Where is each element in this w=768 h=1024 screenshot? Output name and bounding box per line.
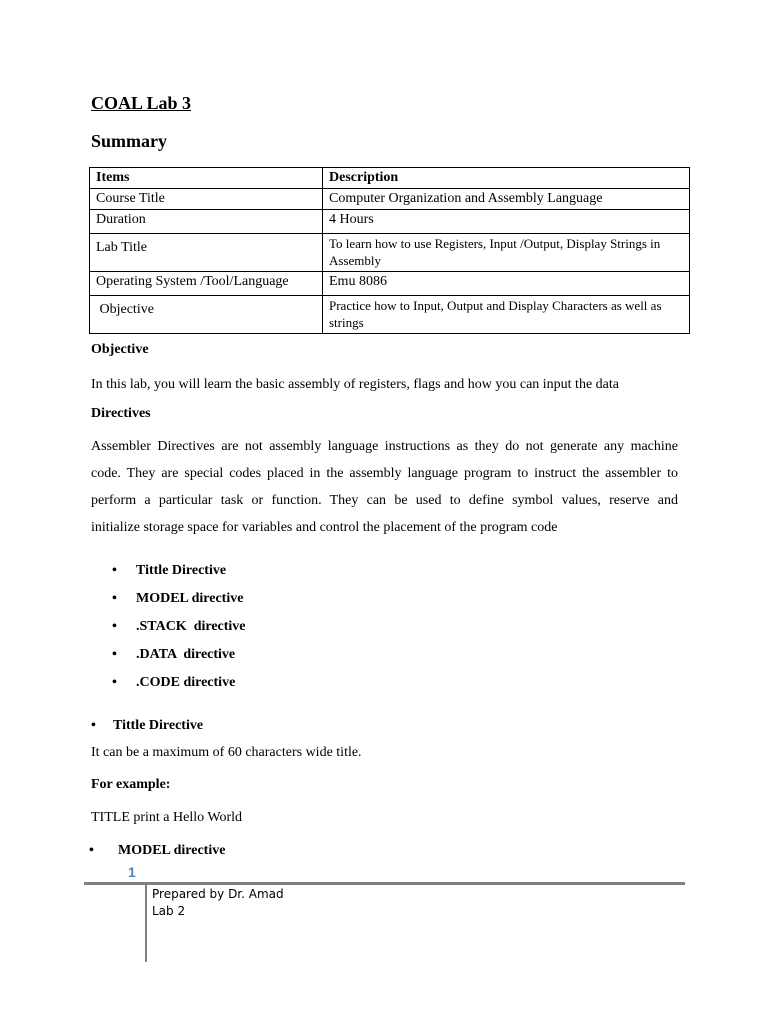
directives-paragraph (91, 433, 678, 541)
list-item: • .CODE directive (112, 672, 246, 700)
list-item: • Tittle Directive (112, 560, 246, 588)
bullet-icon: • (112, 647, 117, 662)
footer-prepared-by: Prepared by Dr. Amad (152, 887, 284, 901)
paragraph-line: code. They are special codes placed in the assembly language program to instruct the assembler to (91, 466, 678, 481)
summary-table (89, 167, 690, 334)
model-directive-heading: • MODEL directive (89, 843, 226, 858)
list-item: • MODEL directive (112, 588, 246, 616)
footer-text (152, 886, 284, 920)
header-items: Items (90, 168, 323, 189)
list-item: • .STACK directive (112, 616, 246, 644)
table-cell-item: Objective (90, 296, 323, 334)
for-example-label: For example: (91, 777, 171, 792)
bullet-icon: • (112, 675, 117, 690)
directives-list (112, 560, 246, 700)
bullet-icon: • (112, 563, 117, 578)
footer-vertical-divider (145, 884, 147, 962)
objective-heading: Objective (91, 342, 149, 357)
table-cell-description: Emu 8086 (323, 272, 690, 296)
table-cell-item: Lab Title (90, 234, 323, 272)
table-row (90, 210, 690, 234)
summary-heading: Summary (91, 131, 167, 151)
tittle-directive-heading: • Tittle Directive (91, 718, 204, 733)
paragraph-line: initialize storage space for variables and control the placement of the program code (91, 520, 558, 535)
footer-divider (84, 882, 685, 885)
footer-lab: Lab 2 (152, 904, 186, 918)
table-cell-description: 4 Hours (323, 210, 690, 234)
objective-text: In this lab, you will learn the basic assembly of registers, flags and how you can input the data (91, 377, 619, 392)
table-row (90, 272, 690, 296)
tittle-description: It can be a maximum of 60 characters wide title. (91, 745, 362, 760)
table-row (90, 296, 690, 334)
table-cell-item: Duration (90, 210, 323, 234)
example-code: TITLE print a Hello World (91, 810, 243, 825)
page-number: 1 (128, 864, 136, 880)
bullet-icon: • (112, 619, 117, 634)
bullet-icon: • (91, 718, 96, 733)
table-header-row (90, 168, 690, 189)
table-cell-item: Operating System /Tool/Language (90, 272, 323, 296)
header-description: Description (323, 168, 690, 189)
directives-heading: Directives (91, 406, 151, 421)
table-row (90, 234, 690, 272)
bullet-icon: • (89, 843, 94, 858)
table-cell-item: Course Title (90, 189, 323, 210)
table-row (90, 189, 690, 210)
document-title: COAL Lab 3 (91, 93, 192, 113)
paragraph-line: Assembler Directives are not assembly language instructions as they do not generate any machine (91, 439, 678, 454)
list-item: • .DATA directive (112, 644, 246, 672)
bullet-icon: • (112, 591, 117, 606)
paragraph-line: perform a particular task or function. They can be used to define symbol values, reserve and (91, 493, 678, 508)
table-cell-description: Computer Organization and Assembly Language (323, 189, 690, 210)
table-cell-description: To learn how to use Registers, Input /Output, Display Strings in Assembly (323, 234, 690, 272)
table-cell-description: Practice how to Input, Output and Display Characters as well as strings (323, 296, 690, 334)
